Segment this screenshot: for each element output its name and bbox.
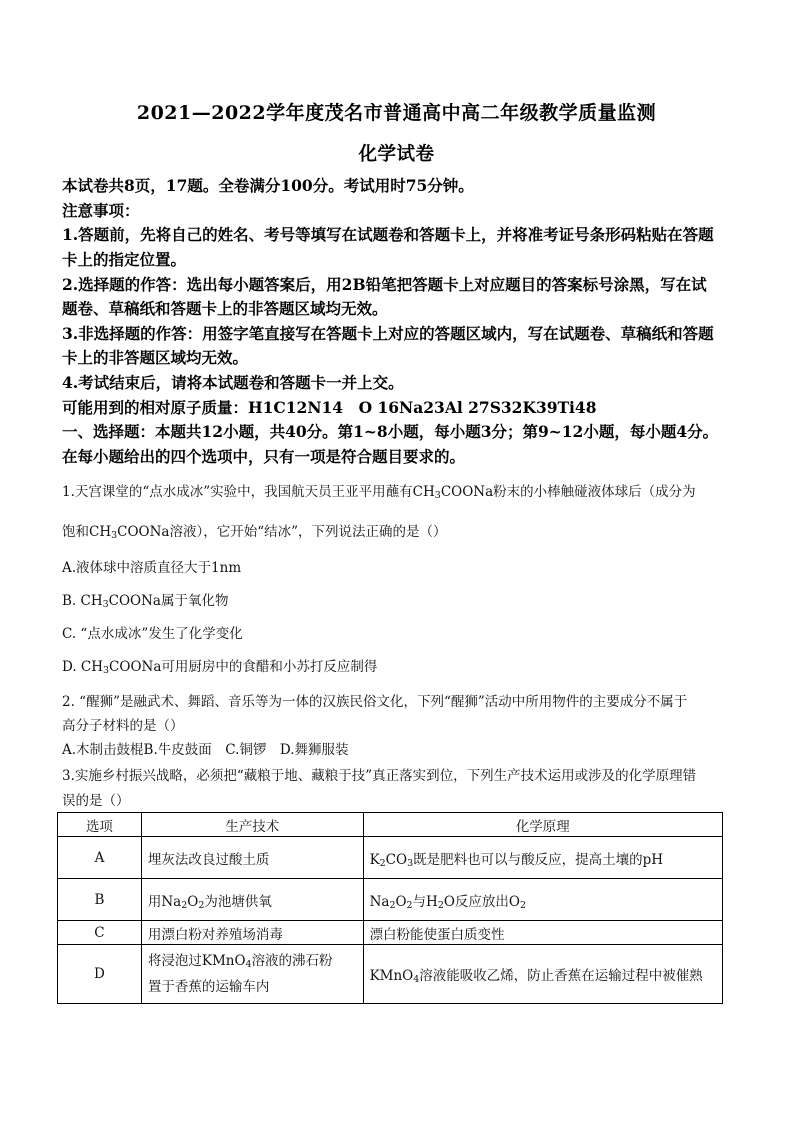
exam-title: 2021—2022学年度茂名市普通高中高二年级教学质量监测 — [136, 102, 657, 124]
row-a-option: A — [58, 837, 142, 879]
q3-stem-line-2: 误的是（） — [62, 793, 130, 809]
table-row — [58, 945, 723, 1004]
row-b-option: B — [58, 879, 142, 921]
exam-summary: 本试卷共8页，17题。全卷满分100分。考试用时75分钟。 — [62, 176, 474, 195]
q3-table — [57, 812, 723, 1004]
row-d-principle: KMnO$_4$溶液能吸收乙烯，防止香蕉在运输过程中被催熟 — [363, 945, 722, 1004]
table-row — [58, 837, 723, 879]
table-row — [58, 879, 723, 921]
q2-stem-line-1: 2. “醒狮”是融武术、舞蹈、音乐等为一体的汉族民俗文化，下列“醒狮”活动中所用物件的主要成分不属于 — [62, 694, 688, 710]
table-row — [58, 921, 723, 945]
exam-subtitle: 化学试卷 — [358, 144, 435, 165]
q1-stem-line-2: 饱和$CH_3COONa$溶液），它开始“结冰”，下列说法正确的是（） — [62, 524, 447, 541]
q2-options: A.木制击鼓棍B.牛皮鼓面 C.铜锣 D.舞狮服装 — [62, 742, 349, 758]
notice-1-line-1: 1.答题前，先将自己的姓名、考号等填写在试题卷和答题卡上，并将准考证号条形码粘贴在答题 — [62, 225, 714, 244]
row-c-option: C — [58, 921, 142, 945]
notice-heading: 注意事项： — [62, 201, 140, 220]
q1-option-a: A.液体球中溶质直径大于1nm — [62, 560, 242, 576]
q2-stem-line-2: 高分子材料的是（） — [62, 718, 184, 734]
q1-option-c: C. “点水成冰”发生了化学变化 — [62, 626, 243, 642]
row-a-principle: $K_2CO_3$既是肥料也可以与酸反应，提高土壤的pH — [363, 837, 722, 879]
q1-stem-line-1: 1.天宫课堂的“点水成冰”实验中，我国航天员王亚平用蘸有$CH_3COONa$粉末的小棒触碰液体球后（成分为 — [62, 484, 696, 501]
notice-4: 4.考试结束后，请将本试题卷和答题卡一并上交。 — [62, 373, 404, 392]
section-1-heading-line-1: 一、选择题：本题共12小题，共40分。第1~8小题，每小题3分；第9~12小题，每小题4分。 — [62, 422, 719, 441]
atomic-masses: 可能用到的相对原子质量：H1C12N14 O 16Na23Al 27S32K39Ti48 — [62, 398, 597, 417]
header-option: 选项 — [58, 813, 142, 837]
notice-2-line-2: 题卷、草稿纸和答题卡上的非答题区域均无效。 — [62, 299, 388, 318]
q3-stem-line-1: 3.实施乡村振兴战略，必须把“藏粮于地、藏粮于技”真正落实到位，下列生产技术运用或涉及的化学原理错 — [62, 768, 697, 784]
row-c-technique: 用漂白粉对养殖场消毒 — [141, 921, 363, 945]
notice-2-line-1: 2.选择题的作答：选出每小题答案后，用2B铅笔把答题卡上对应题目的答案标号涂黑，写在试 — [62, 275, 707, 294]
notice-3-line-2: 卡上的非答题区域均无效。 — [62, 348, 249, 367]
table-header-row — [58, 813, 723, 837]
row-c-principle: 漂白粉能使蛋白质变性 — [363, 921, 722, 945]
q1-option-b: B. $CH_3COONa$属于氧化物 — [62, 593, 229, 610]
q1-option-d: D. $CH_3COONa$可用厨房中的食醋和小苏打反应制得 — [62, 659, 378, 676]
notice-3-line-1: 3.非选择题的作答：用签字笔直接写在答题卡上对应的答题区域内，写在试题卷、草稿纸和答题 — [62, 324, 714, 343]
row-a-technique: 埋灰法改良过酸土质 — [141, 837, 363, 879]
row-b-principle: $Na_2O_2$与$H_2O$反应放出$O_2$ — [363, 879, 722, 921]
section-1-heading-line-2: 在每小题给出的四个选项中，只有一项是符合题目要求的。 — [62, 447, 466, 466]
row-d-option: D — [58, 945, 142, 1004]
header-technique: 生产技术 — [141, 813, 363, 837]
row-b-technique: 用$Na_2O_2$为池塘供氧 — [141, 879, 363, 921]
notice-1-line-2: 卡上的指定位置。 — [62, 250, 187, 269]
header-principle: 化学原理 — [363, 813, 722, 837]
row-d-technique: 将浸泡过KMnO$_4$溶液的沸石粉 置于香蕉的运输车内 — [141, 945, 363, 1004]
